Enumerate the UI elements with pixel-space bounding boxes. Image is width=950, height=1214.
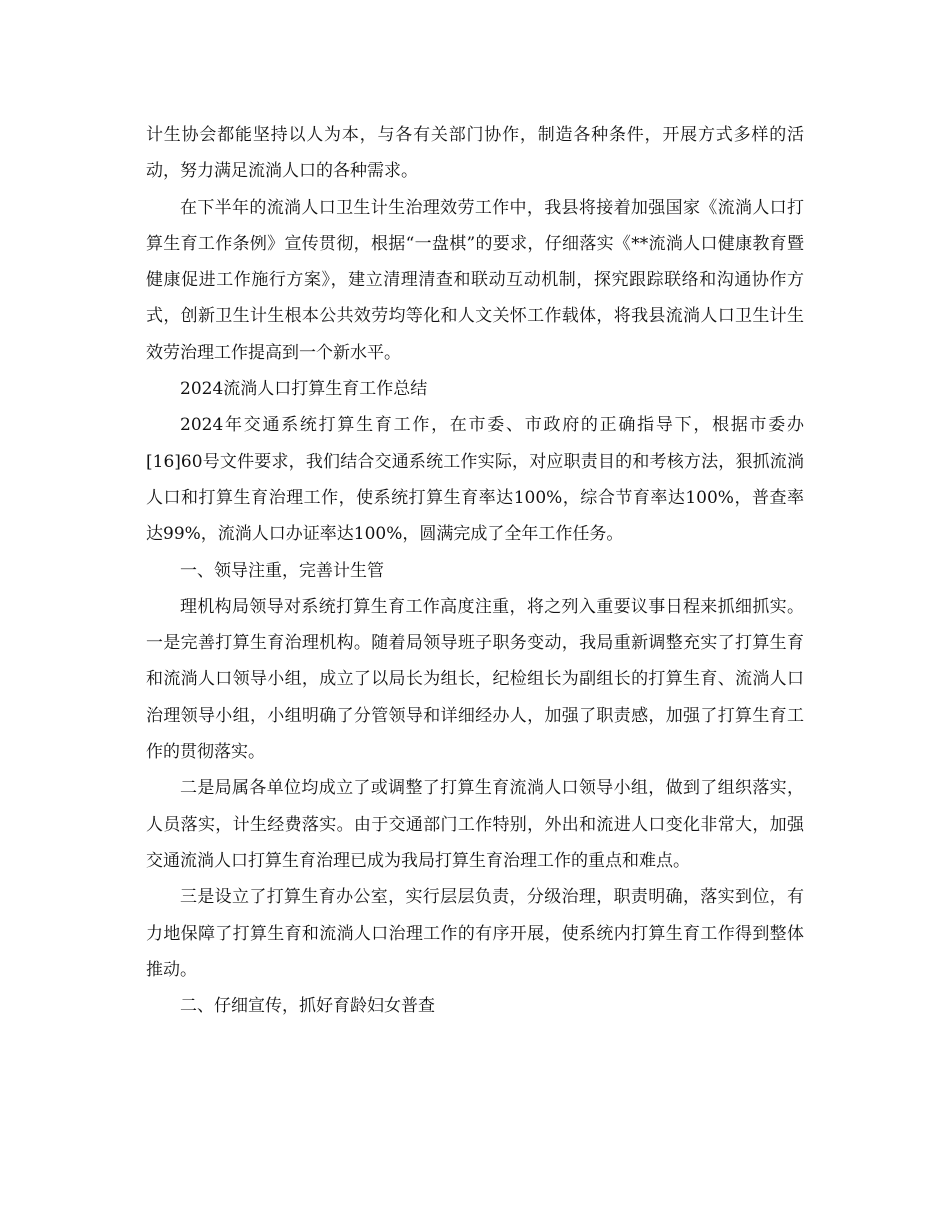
paragraph: 三是设立了打算生育办公室，实行层层负责，分级治理，职责明确，落实到位，有力地保障了打算生育和流淌人口治理工作的有序开展，使系统内打算生育工作得到整体推动。 xyxy=(146,887,804,980)
section-heading: 一、领导注重，完善计生管 xyxy=(180,560,384,581)
paragraph: 理机构局领导对系统打算生育工作高度注重，将之列入重要议事日程来抓细抓实。一是完善打算生育治理机构。随着局领导班子职务变动，我局重新调整充实了打算生育和流淌人口领导小组，成立了以局长为组长，纪检组长为副组长的打算生育、流淌人口治理领导小组，小组明确了分管领导和详细经办人，加强了职责感，加强了打算生育工作的贯彻落实。 xyxy=(146,596,804,763)
section-title: 2024流淌人口打算生育工作总结 xyxy=(180,379,428,400)
paragraph: 在下半年的流淌人口卫生计生治理效劳工作中，我县将接着加强国家《流淌人口打算生育工作条例》宣传贯彻，根据“一盘棋”的要求，仔细落实《**流淌人口健康教育暨健康促进工作施行方案》，建立清理清查和联动互动机制，探究跟踪联络和沟通协作方式，创新卫生计生根本公共效劳均等化和人文关怀工作载体，将我县流淌人口卫生计生效劳治理工作提高到一个新水平。 xyxy=(146,197,804,363)
section-heading: 二、仔细宣传，抓好育龄妇女普查 xyxy=(180,996,435,1017)
paragraph: 二是局属各单位均成立了或调整了打算生育流淌人口领导小组，做到了组织落实，人员落实，计生经费落实。由于交通部门工作特别，外出和流进人口变化非常大，加强交通流淌人口打算生育治理已成为我局打算生育治理工作的重点和难点。 xyxy=(146,778,804,871)
paragraph: 计生协会都能坚持以人为本，与各有关部门协作，制造各种条件，开展方式多样的活动，努力满足流淌人口的各种需求。 xyxy=(146,125,804,182)
paragraph: 2024年交通系统打算生育工作，在市委、市政府的正确指导下，根据市委办[16]60号文件要求，我们结合交通系统工作实际，对应职责目的和考核方法，狠抓流淌人口和打算生育治理工作，使系统打算生育率达100%，综合节育率达100%，普查率达99%，流淌人口办证率达100%，圆满完成了全年工作任务。 xyxy=(146,415,804,545)
document-body xyxy=(146,117,804,1024)
